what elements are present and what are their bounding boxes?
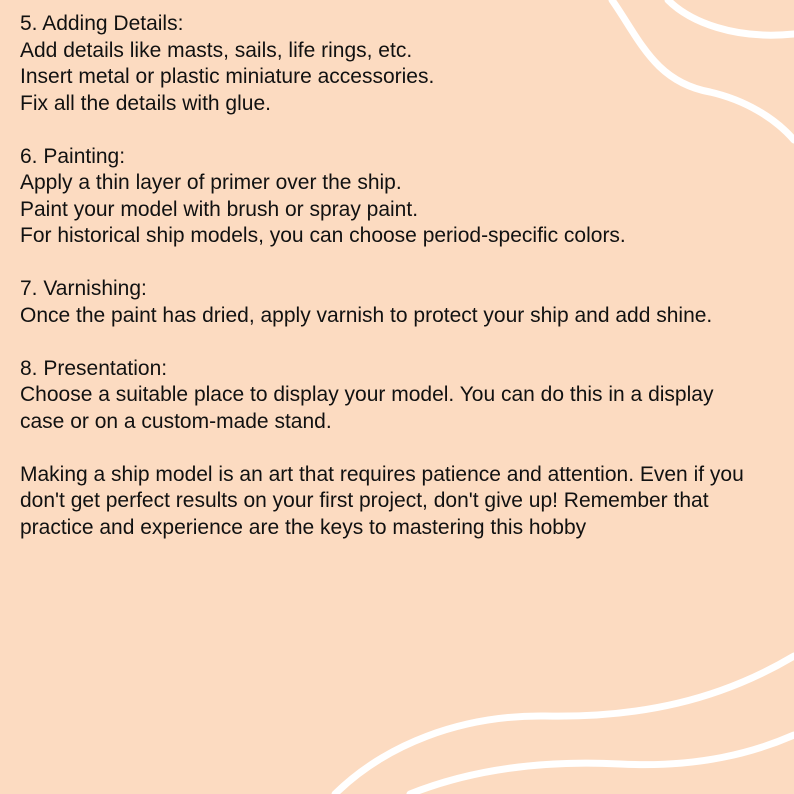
section-heading: 7. Varnishing: xyxy=(20,277,147,300)
section-paragraph: Choose a suitable place to display your model. You can do this in a display case or on a custom-made stand. xyxy=(20,383,714,433)
section-line: Apply a thin layer of primer over the ship. xyxy=(20,171,402,194)
closing-text: Making a ship model is an art that requires patience and attention. Even if you don't get perfect results on your first project, don't give up! Remember that practice and experience are the keys to mastering this hobby xyxy=(20,462,744,539)
section-varnishing xyxy=(20,276,760,329)
section-line: Once the paint has dried, apply varnish to protect your ship and add shine. xyxy=(20,303,713,327)
closing-paragraph xyxy=(20,462,760,542)
instructions-text xyxy=(20,11,760,568)
section-heading: 8. Presentation: xyxy=(20,356,168,380)
section-line: Fix all the details with glue. xyxy=(20,91,271,115)
section-line: For historical ship models, you can choose period-specific colors. xyxy=(20,224,626,247)
section-presentation xyxy=(20,356,760,436)
section-line: Insert metal or plastic miniature accessories. xyxy=(20,65,435,88)
section-line: Add details like masts, sails, life rings, etc. xyxy=(20,38,413,62)
section-heading: 6. Painting: xyxy=(20,144,126,168)
section-painting xyxy=(20,144,760,250)
bottom-right-wave-upper xyxy=(335,656,794,794)
section-line: Paint your model with brush or spray paint. xyxy=(20,197,419,221)
section-adding-details xyxy=(20,11,760,117)
section-heading: 5. Adding Details: xyxy=(20,12,184,35)
bottom-right-wave-lower xyxy=(410,735,794,794)
